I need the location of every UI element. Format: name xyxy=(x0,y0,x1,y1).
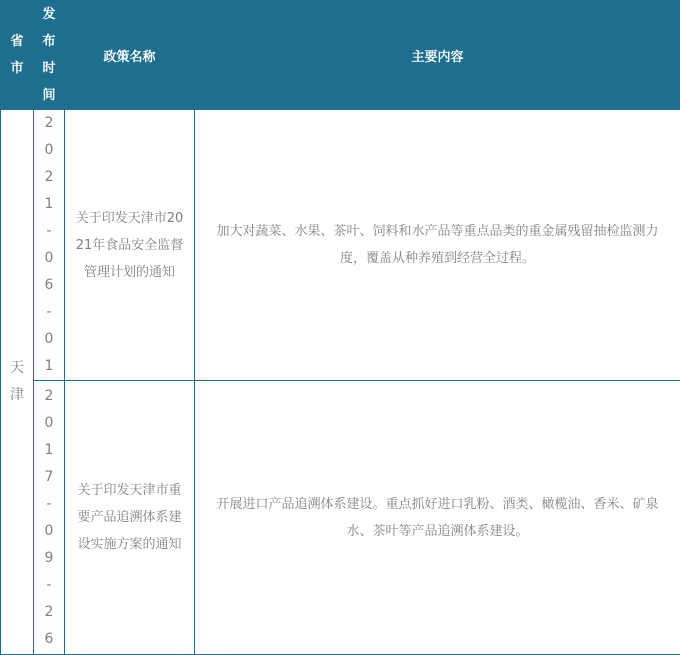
content-text: 开展进口产品追溯体系建设。重点抓好进口乳粉、酒类、橄榄油、香米、矿泉水、茶叶等产品追溯体系建设。 xyxy=(205,491,671,545)
province-cell xyxy=(1,110,34,655)
table-row xyxy=(1,110,680,381)
policy-name: 关于印发天津市重要产品追溯体系建设实施方案的通知 xyxy=(74,477,186,558)
policy-name-cell xyxy=(65,381,195,655)
header-content-label: 主要内容 xyxy=(411,50,463,65)
header-province xyxy=(1,1,34,110)
province-value: 天津 xyxy=(10,355,24,409)
header-content xyxy=(195,1,680,110)
date-value: 2021-06-01 xyxy=(44,110,54,380)
header-policy-label: 政策名称 xyxy=(103,50,155,65)
content-text: 加大对蔬菜、水果、茶叶、饲料和水产品等重点品类的重金属残留抽检监测力度，覆盖从种养殖到经营全过程。 xyxy=(205,218,671,272)
policy-name-cell xyxy=(65,110,195,381)
header-policy xyxy=(65,1,195,110)
policy-name: 关于印发天津市2021年食品安全监督管理计划的通知 xyxy=(74,205,186,286)
content-cell xyxy=(195,110,680,381)
header-date-label: 发布时间 xyxy=(42,1,56,109)
date-cell xyxy=(34,381,65,655)
content-cell xyxy=(195,381,680,655)
table-header-row xyxy=(1,1,680,110)
date-cell xyxy=(34,110,65,381)
header-date xyxy=(34,1,65,110)
table-row xyxy=(1,381,680,655)
header-province-label: 省市 xyxy=(10,28,24,82)
date-value: 2017-09-26 xyxy=(44,383,54,653)
